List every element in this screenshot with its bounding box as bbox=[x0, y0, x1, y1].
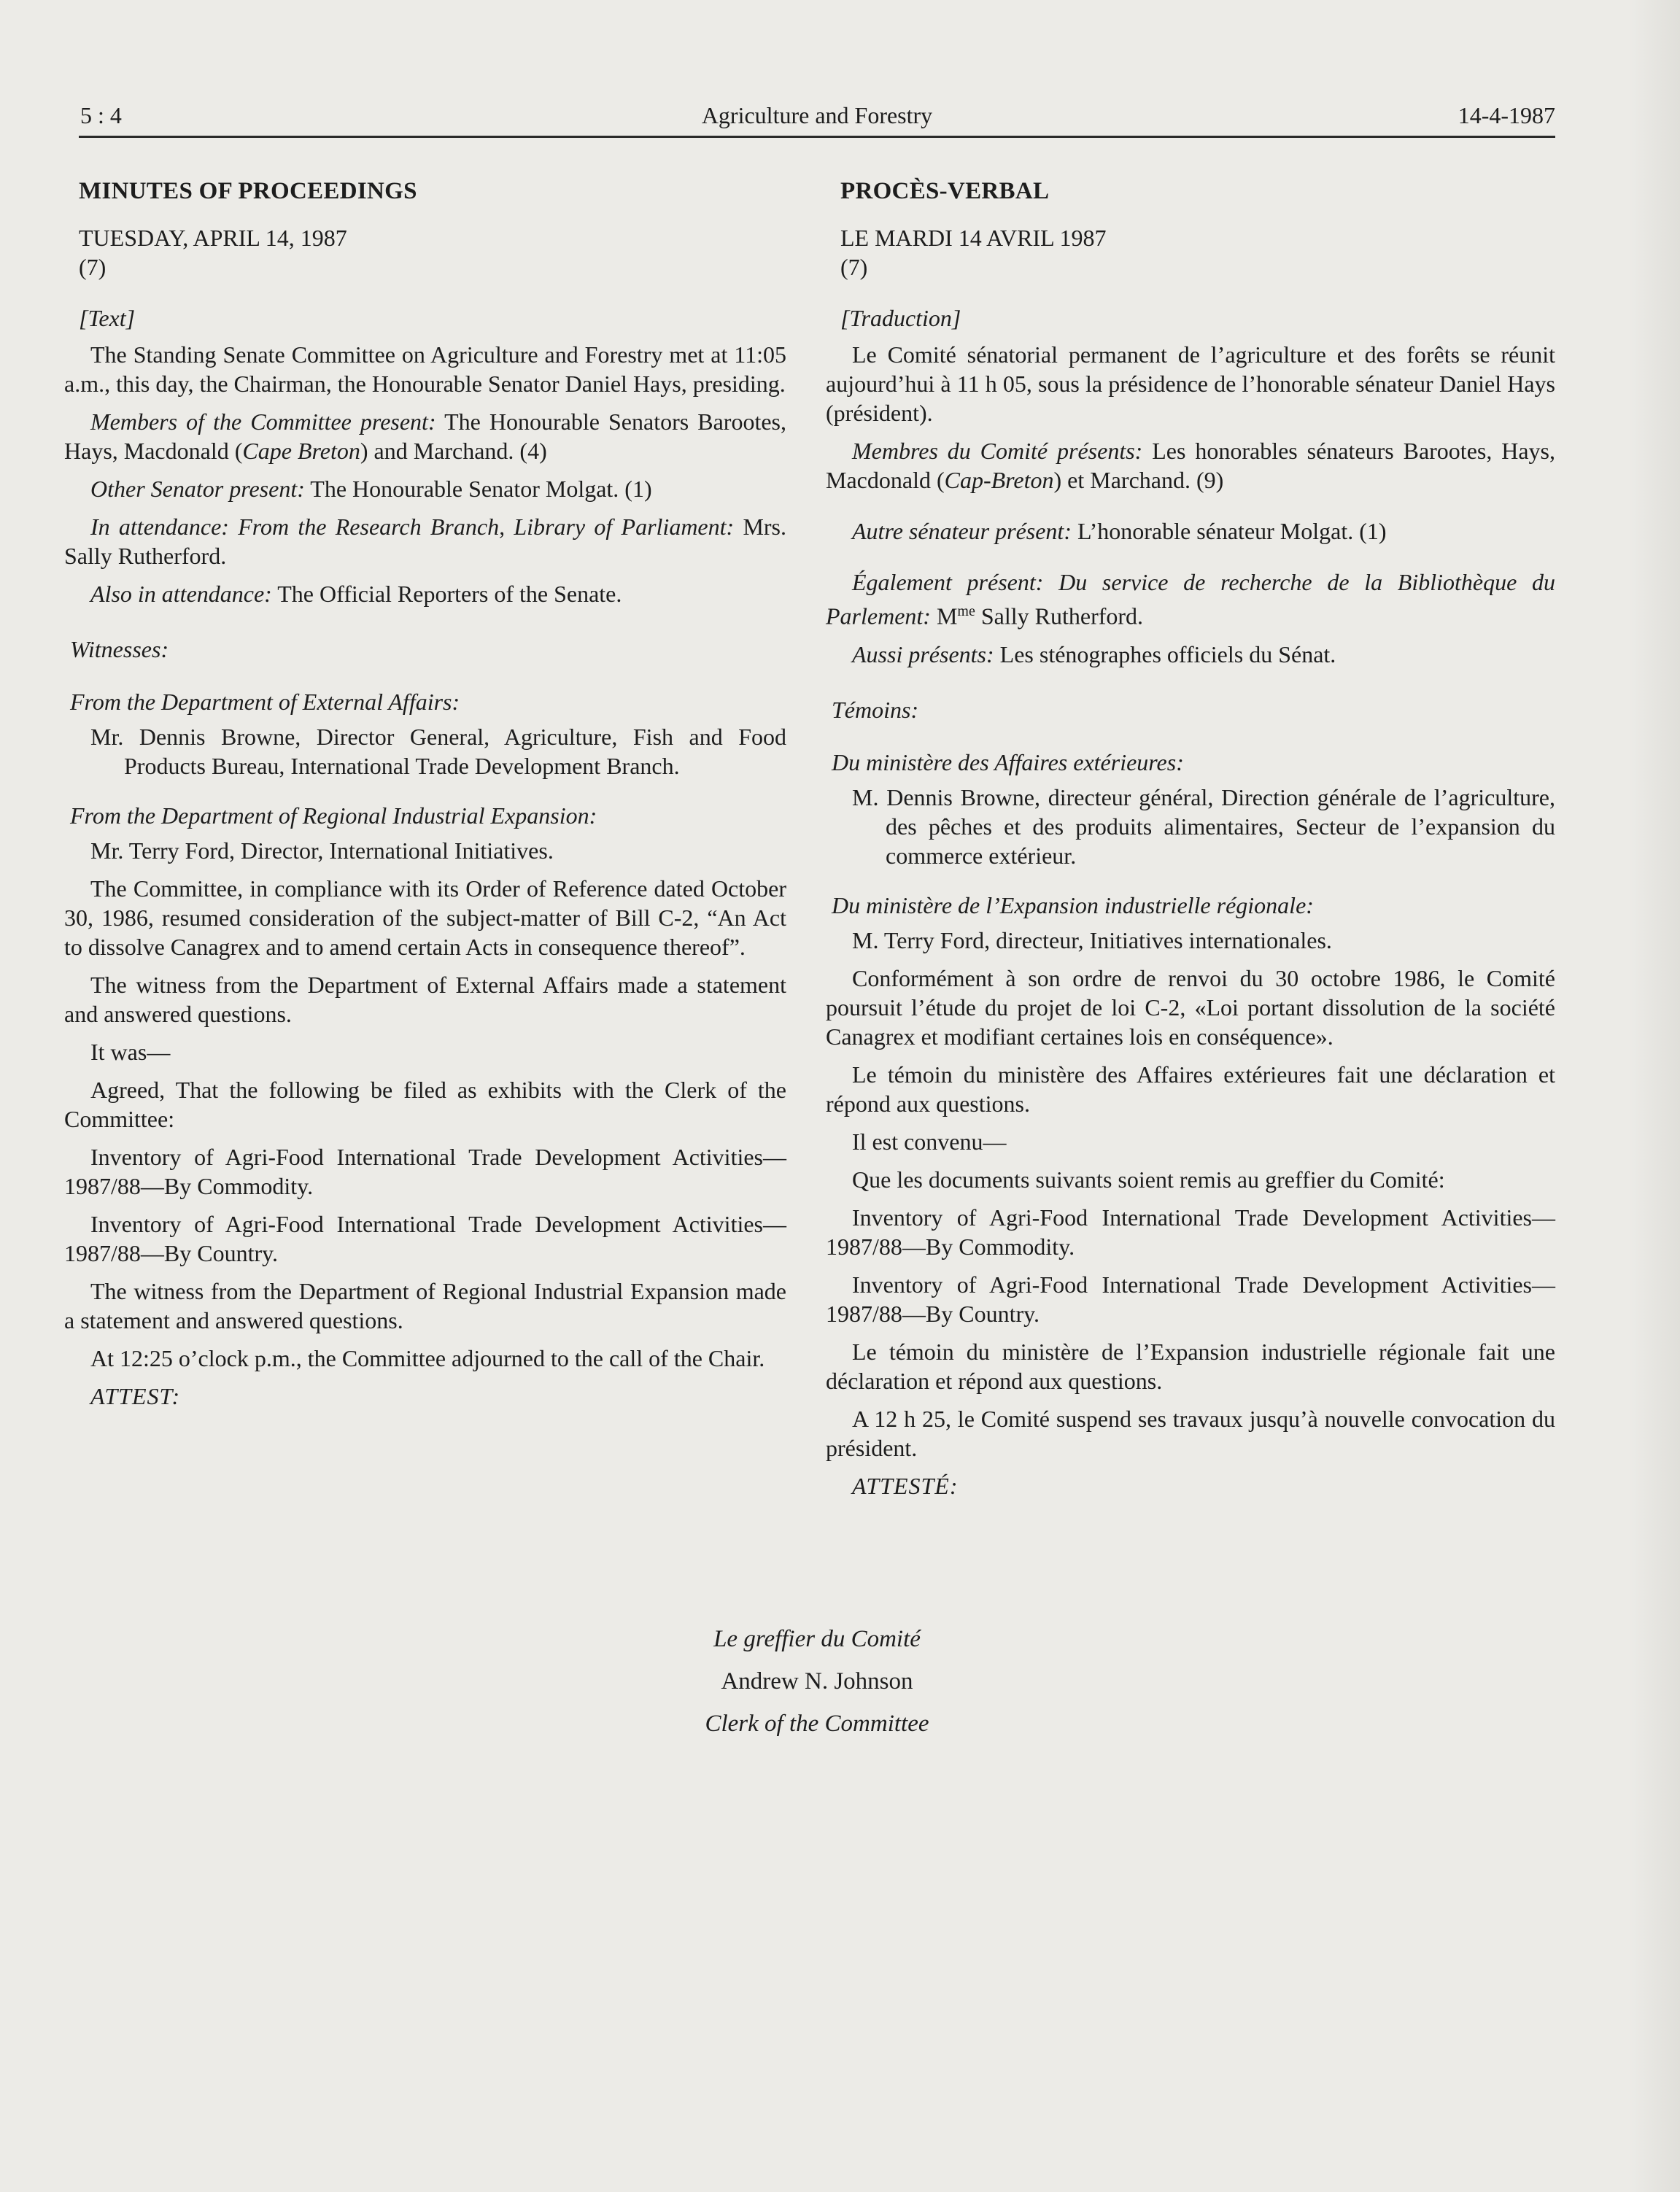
members-present bbox=[826, 436, 1555, 495]
witnesses-heading: Witnesses: bbox=[70, 636, 169, 662]
exhibit-item: Inventory of Agri-Food International Trade Development Activities—1987/88—By Commodity. bbox=[826, 1204, 1555, 1260]
witness-entry: M. Terry Ford, directeur, Initiatives internationales. bbox=[852, 926, 1332, 953]
attendance-name: Mrs. Sally Rutherford. bbox=[64, 514, 787, 569]
also-text: The Official Reporters of the Senate. bbox=[271, 581, 622, 607]
attendance-title: M bbox=[930, 603, 958, 630]
other-senator-name: The Honourable Senator Molgat. (1) bbox=[304, 476, 652, 502]
meeting-date: LE MARDI 14 AVRIL 1987 bbox=[840, 225, 1107, 251]
meeting-date: TUESDAY, APRIL 14, 1987 bbox=[79, 225, 347, 251]
attendance-label: Également présent: Du service de recherche de la Bibliothèque du Parlement: bbox=[826, 569, 1555, 630]
agreed-paragraph: Que les documents suivants soient remis au greffier du Comité: bbox=[852, 1166, 1445, 1193]
french-column bbox=[826, 169, 1555, 1500]
other-senator bbox=[826, 516, 1555, 546]
text-tag: [Traduction] bbox=[840, 305, 961, 331]
witness-entry: M. Dennis Browne, directeur général, Direction générale de l’agriculture, des pêches et des produits alimentaires, Secteur de l’expansion du commerce extérieur. bbox=[852, 783, 1555, 869]
also-label: Also in attendance: bbox=[90, 581, 272, 607]
other-senator-label: Other Senator present: bbox=[90, 476, 305, 502]
members-count: ) and Marchand. (4) bbox=[360, 438, 547, 464]
minutes-heading: MINUTES OF PROCEEDINGS bbox=[79, 178, 417, 204]
text-tag: [Text] bbox=[79, 305, 136, 331]
members-riding: Cape Breton bbox=[242, 438, 360, 464]
opening-paragraph: Le Comité sénatorial permanent de l’agriculture et des forêts se réunit aujourd’hui à 11 h 05, sous la présidence de l’honorable sénateur Daniel Hays (président). bbox=[826, 341, 1555, 426]
members-riding: Cap-Breton bbox=[944, 467, 1054, 493]
members-count: ) et Marchand. (9) bbox=[1053, 467, 1224, 493]
publication-title: Agriculture and Forestry bbox=[701, 102, 933, 128]
minutes-heading: PROCÈS-VERBAL bbox=[840, 178, 1050, 204]
attendance-label: In attendance: From the Research Branch, Library of Parliament: bbox=[90, 514, 735, 540]
order-of-reference-paragraph: Conformément à son ordre de renvoi du 30 octobre 1986, le Comité poursuit l’étude du projet de loi C-2, «Loi portant dissolution de la société Canagrex et modifiant certaines lois en conséquence». bbox=[826, 964, 1555, 1050]
witness-entry: Mr. Dennis Browne, Director General, Agriculture, Fish and Food Products Bureau, International Trade Development Branch. bbox=[90, 724, 786, 779]
attendance-title-sup: me bbox=[957, 603, 975, 619]
page-number: 5 : 4 bbox=[80, 102, 122, 128]
page-edge-shadow bbox=[1629, 0, 1680, 2192]
statement-paragraph: The witness from the Department of Regional Industrial Expansion made a statement and answered questions. bbox=[64, 1278, 786, 1333]
department-heading: Du ministère des Affaires extérieures: bbox=[832, 748, 1184, 775]
clerk-title-en: Clerk of the Committee bbox=[705, 1711, 929, 1737]
statement-paragraph: The witness from the Department of External Affairs made a statement and answered questions. bbox=[64, 972, 786, 1027]
statement-paragraph: Le témoin du ministère des Affaires extérieures fait une déclaration et répond aux questions. bbox=[826, 1061, 1555, 1117]
witness-entry: Mr. Terry Ford, Director, International Initiatives. bbox=[90, 837, 554, 864]
exhibit-item: Inventory of Agri-Food International Trade Development Activities—1987/88—By Commodity. bbox=[64, 1144, 786, 1199]
also-label: Aussi présents: bbox=[852, 640, 994, 667]
witnesses-heading: Témoins: bbox=[832, 696, 919, 723]
adjournment-paragraph: At 12:25 o’clock p.m., the Committee adjourned to the call of the Chair. bbox=[90, 1345, 765, 1371]
meeting-number: (7) bbox=[840, 254, 868, 280]
other-senator bbox=[64, 474, 786, 503]
order-of-reference-paragraph: The Committee, in compliance with its Order of Reference dated October 30, 1986, resumed consideration of the subject-matter of Bill C-2, “An Act to dissolve Canagrex and to amend certain Acts in consequence thereof”. bbox=[64, 875, 786, 960]
it-was-line: Il est convenu— bbox=[852, 1128, 1007, 1155]
other-senator-name: L’honorable sénateur Molgat. (1) bbox=[1071, 518, 1387, 544]
members-present bbox=[64, 407, 786, 465]
agreed-paragraph: Agreed, That the following be filed as exhibits with the Clerk of the Committee: bbox=[64, 1077, 786, 1132]
other-senator-label: Autre sénateur présent: bbox=[852, 518, 1072, 544]
also-in-attendance bbox=[64, 579, 786, 608]
clerk-title-fr: Le greffier du Comité bbox=[713, 1626, 921, 1652]
attest-label: ATTESTÉ: bbox=[852, 1472, 959, 1499]
also-in-attendance bbox=[826, 640, 1555, 669]
department-heading: Du ministère de l’Expansion industrielle régionale: bbox=[832, 891, 1314, 918]
signature-block bbox=[0, 1618, 1634, 1745]
attendance-name: Sally Rutherford. bbox=[975, 603, 1144, 630]
exhibit-item: Inventory of Agri-Food International Trade Development Activities—1987/88—By Country. bbox=[826, 1271, 1555, 1327]
clerk-name: Andrew N. Johnson bbox=[721, 1668, 913, 1695]
exhibit-item: Inventory of Agri-Food International Trade Development Activities—1987/88—By Country. bbox=[64, 1211, 786, 1266]
members-label: Membres du Comité présents: bbox=[852, 438, 1143, 464]
members-label: Members of the Committee present: bbox=[90, 408, 436, 435]
meeting-number: (7) bbox=[79, 254, 107, 280]
members-names: The Honourable Senators Barootes, Hays, Macdonald ( bbox=[64, 408, 786, 464]
english-column bbox=[64, 169, 786, 1411]
in-attendance bbox=[64, 512, 786, 570]
running-header bbox=[79, 102, 1555, 138]
in-attendance bbox=[826, 568, 1555, 631]
department-heading: From the Department of External Affairs: bbox=[70, 689, 460, 715]
adjournment-paragraph: A 12 h 25, le Comité suspend ses travaux jusqu’à nouvelle convocation du président. bbox=[826, 1405, 1555, 1461]
statement-paragraph: Le témoin du ministère de l’Expansion industrielle régionale fait une déclaration et répond aux questions. bbox=[826, 1338, 1555, 1394]
also-text: Les sténographes officiels du Sénat. bbox=[994, 640, 1336, 667]
header-date: 14-4-1987 bbox=[1458, 102, 1555, 128]
department-heading: From the Department of Regional Industrial Expansion: bbox=[70, 802, 597, 829]
opening-paragraph: The Standing Senate Committee on Agriculture and Forestry met at 11:05 a.m., this day, the Chairman, the Honourable Senator Daniel Hays, presiding. bbox=[64, 341, 786, 397]
attest-label: ATTEST: bbox=[90, 1383, 181, 1409]
it-was-line: It was— bbox=[90, 1039, 171, 1065]
members-names: Les honorables sénateurs Barootes, Hays, Macdonald ( bbox=[826, 438, 1556, 493]
